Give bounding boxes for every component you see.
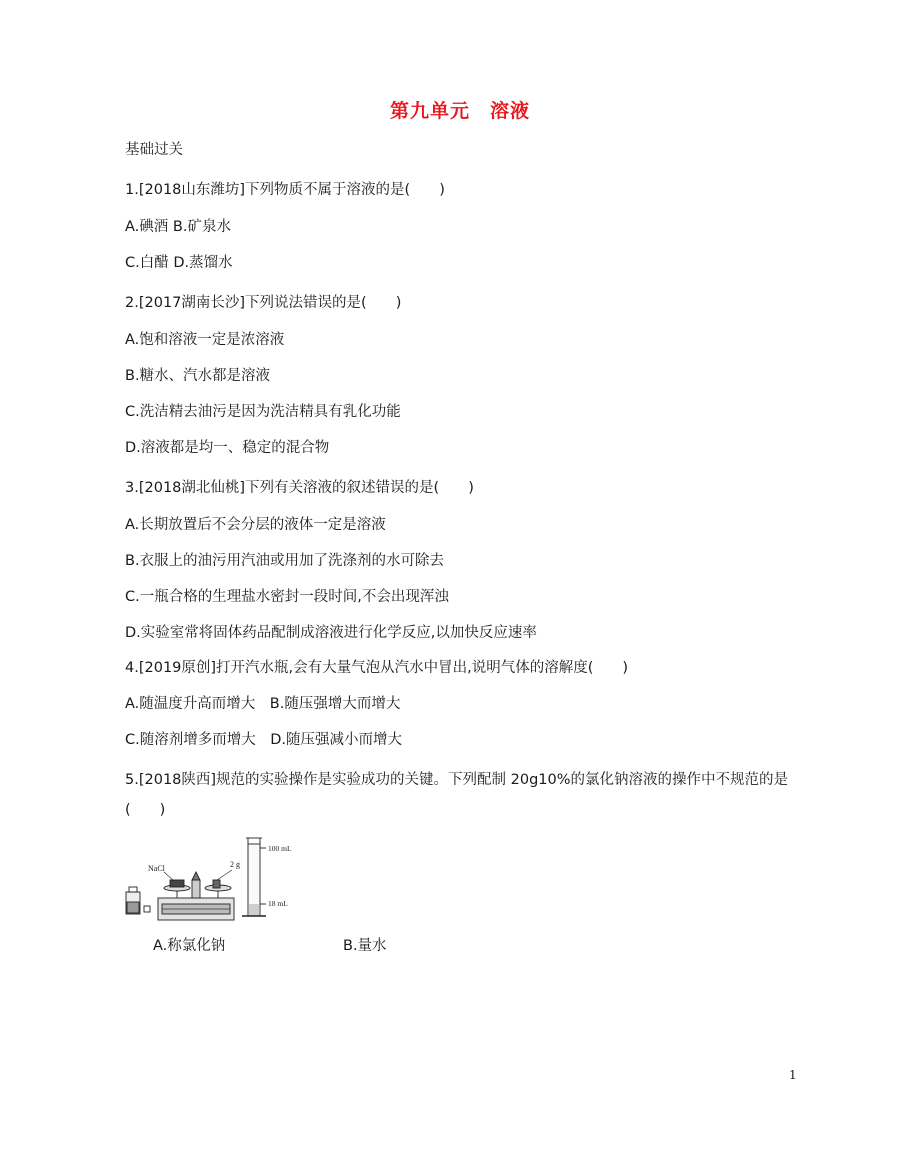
page-title: 第九单元 溶液 bbox=[389, 100, 530, 122]
question-4-stem: 4.[2019原创]打开汽水瓶,会有大量气泡从汽水中冒出,说明气体的溶解度( ) bbox=[125, 660, 629, 676]
question-4-options-ab: A.随温度升高而增大 B.随压强增大而增大 bbox=[125, 696, 401, 712]
question-1-stem: 1.[2018山东潍坊]下列物质不属于溶液的是( ) bbox=[125, 182, 445, 198]
reagent-bottle-icon bbox=[126, 887, 150, 914]
question-4-options-cd: C.随溶剂增多而增大 D.随压强减小而增大 bbox=[125, 732, 403, 748]
question-2-option-d: D.溶液都是均一、稳定的混合物 bbox=[125, 440, 330, 456]
figure-label-cylinder-top: 100 mL bbox=[268, 844, 292, 853]
question-3-option-c: C.一瓶合格的生理盐水密封一段时间,不会出现浑浊 bbox=[125, 589, 449, 605]
lab-apparatus-figure bbox=[122, 834, 302, 924]
question-5-option-a: A.称氯化钠 bbox=[153, 938, 226, 954]
question-2-stem: 2.[2017湖南长沙]下列说法错误的是( ) bbox=[125, 295, 402, 311]
figure-label-cylinder-bottom: 18 mL bbox=[268, 899, 288, 908]
question-3-option-d: D.实验室常将固体药品配制成溶液进行化学反应,以加快反应速率 bbox=[125, 625, 537, 641]
question-2-option-c: C.洗洁精去油污是因为洗洁精具有乳化功能 bbox=[125, 404, 401, 420]
question-1-options-ab: A.碘酒 B.矿泉水 bbox=[125, 219, 231, 235]
question-5-option-b: B.量水 bbox=[343, 938, 387, 954]
figure-label-nacl: NaCl bbox=[148, 864, 165, 873]
question-2-option-b: B.糖水、汽水都是溶液 bbox=[125, 368, 271, 384]
figure-label-weight: 2 g bbox=[230, 860, 240, 869]
page-number: 1 bbox=[789, 1068, 797, 1082]
section-heading: 基础过关 bbox=[125, 142, 183, 158]
question-1-options-cd: C.白醋 D.蒸馏水 bbox=[125, 255, 233, 271]
question-2-option-a: A.饱和溶液一定是浓溶液 bbox=[125, 332, 285, 348]
question-5-stem: 5.[2018陕西]规范的实验操作是实验成功的关键。下列配制 20g10%的氯化钠溶液的操作中不规范的是 bbox=[125, 772, 789, 788]
question-3-option-b: B.衣服上的油污用汽油或用加了洗涤剂的水可除去 bbox=[125, 553, 445, 569]
question-3-stem: 3.[2018湖北仙桃]下列有关溶液的叙述错误的是( ) bbox=[125, 480, 474, 496]
balance-icon bbox=[158, 872, 234, 920]
graduated-cylinder-icon bbox=[242, 838, 266, 916]
question-5-stem-continued: ( ) bbox=[125, 802, 166, 818]
question-3-option-a: A.长期放置后不会分层的液体一定是溶液 bbox=[125, 517, 386, 533]
